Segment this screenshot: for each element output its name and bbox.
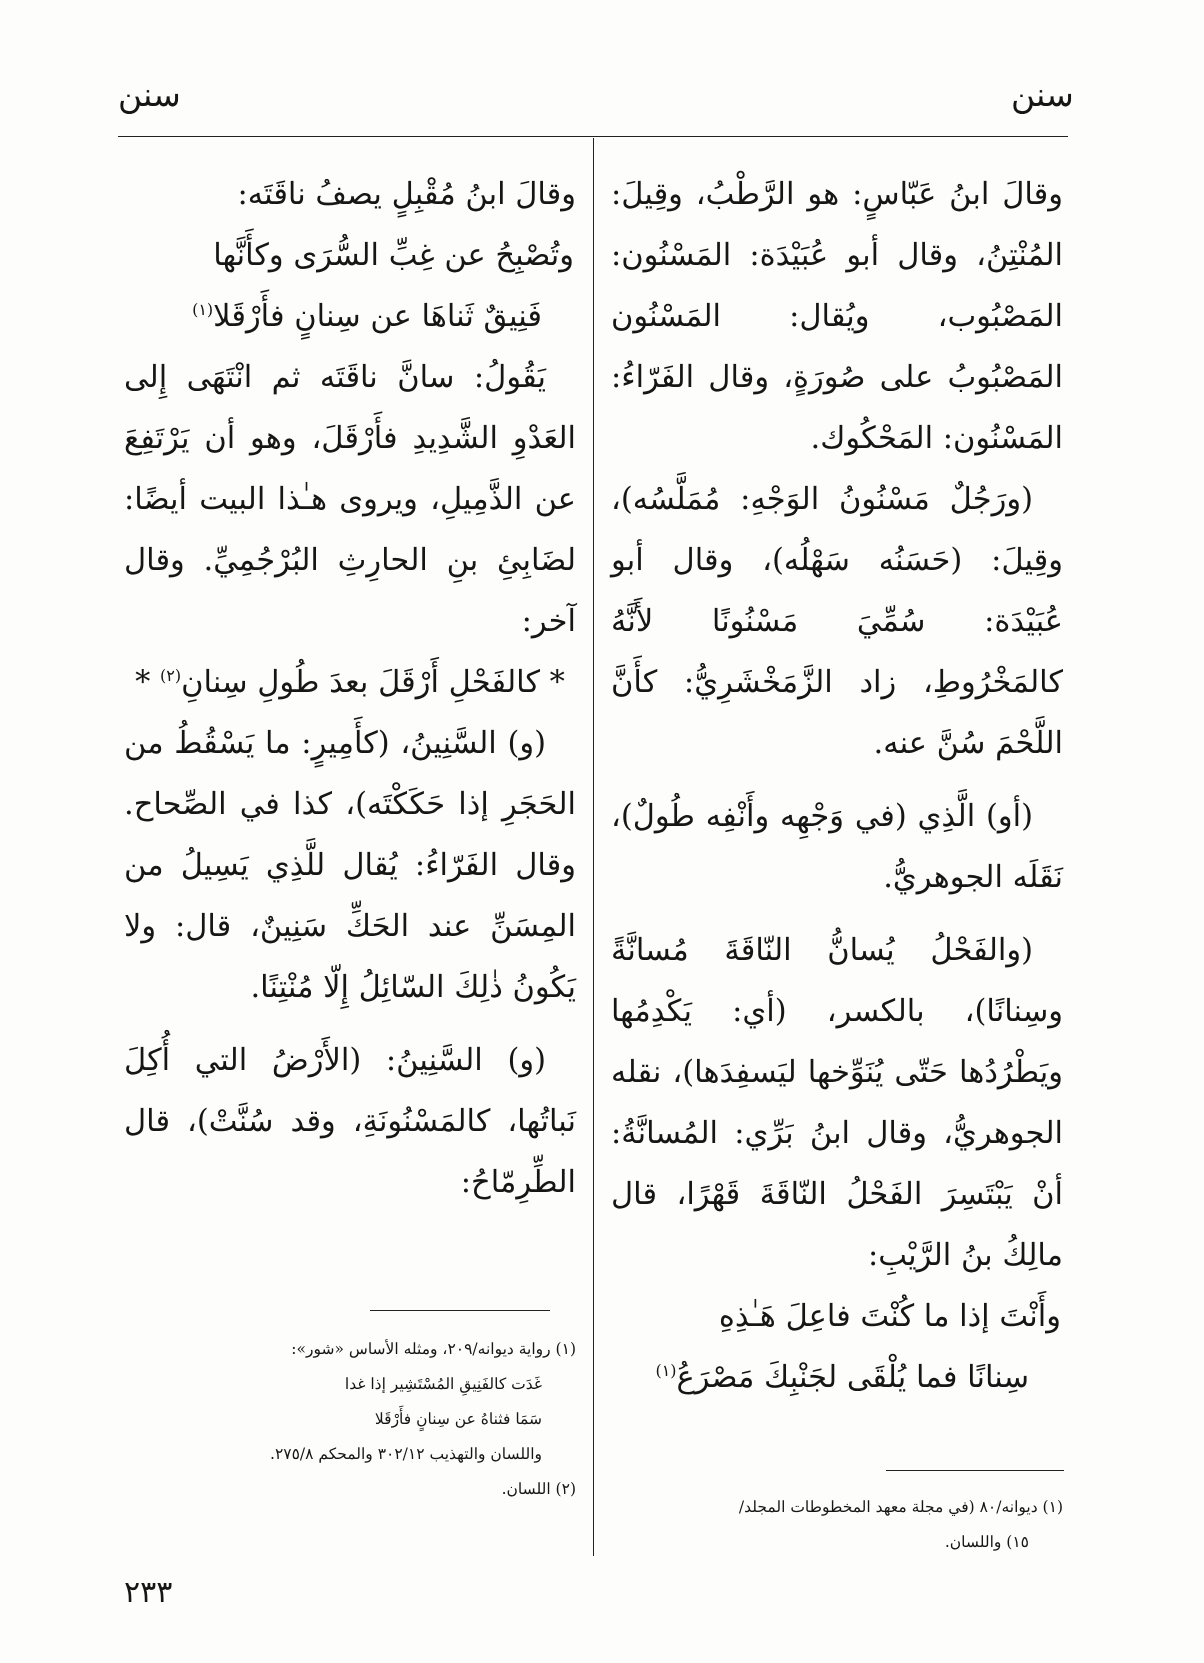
footnote-rule [370, 1310, 550, 1311]
paragraph: (أو) الَّذِي (في وَجْهِه وأَنْفِه طُولٌ)، نَقَلَه الجوهريُّ. [611, 799, 1063, 895]
verse-text: * كالفَحْلِ أَرْقَلَ بعدَ طُولِ سِنانِ [181, 665, 565, 700]
footnote-rule [886, 1470, 1064, 1471]
verse-first-hemistich: وأَنْتَ إذا ما كُنْتَ فاعِلَ هَـٰذِهِ [718, 1299, 1061, 1334]
verse-text: سِنانًا فما يُلْقَى لجَنْبِكَ مَصْرَعُ [676, 1360, 1029, 1395]
running-header-right: سنن [1011, 75, 1074, 114]
running-header-left: سنن [118, 75, 181, 114]
paragraph: وقالَ ابنُ مُقْبِلٍ يصفُ ناقَتَه: [237, 177, 576, 212]
verse-first-hemistich: وتُصْبِحُ عن غِبِّ السُّرَى وكأَنَّها [213, 238, 574, 273]
footnote-verse: غَدَت كالفَنِيقِ المُسْتَشِير إذا غدا [344, 1375, 542, 1393]
page-number: ٢٣٣ [124, 1575, 173, 1610]
column-divider [593, 138, 594, 1556]
right-column [611, 164, 1063, 1408]
footnote-line: (٢) اللسان. [501, 1480, 576, 1498]
paragraph: وقالَ ابنُ عَبّاسٍ: هو الرَّطْبُ، وقِيلَ: المُنْتِنُ، وقال أبو عُبَيْدَة: المَسْنُون: المَصْبُوب، ويُقال: المَسْنُون المَصْبُوبُ على صُورَةٍ، وقال الفَرّاءُ: المَسْنُون: المَحْكُوك. [611, 177, 1063, 456]
paragraph: (و) السَّنِينُ: (الأَرْضُ التي أُكِلَ نَباتُها، كالمَسْنُونَةِ، وقد سُنَّتْ)، قال الطِّرِمّاحُ: [124, 1043, 576, 1200]
footnote-line: ١٥) واللسان. [944, 1533, 1029, 1551]
footnote-line: واللسان والتهذيب ٣٠٢/١٢ والمحكم ٢٧٥/٨. [270, 1445, 542, 1463]
paragraph: يَقُولُ: سانَّ ناقَتَه ثم انْتَهَى إِلى العَدْوِ الشَّدِيدِ فأَرْقَلَ، وهو أن يَرْتَفِعَ عن الذَّمِيلِ، ويروى هـٰذا البيت أيضًا: لضَابِئِ بنِ الحارِثِ البُرْجُمِيِّ. وقال آخر: [124, 360, 576, 639]
footnote-line: (١) رواية ديوانه/٢٠٩، ومثله الأساس «شور»: [291, 1340, 576, 1358]
footnote-mark: (١) [655, 1360, 677, 1380]
footnote-verse: سَمَا فثناهُ عن سِنانٍ فأَرْقَلا [374, 1410, 542, 1428]
footnotes-left [124, 1332, 576, 1507]
verse-second-hemistich [124, 286, 576, 347]
footnote-mark: (١) [192, 299, 214, 319]
paragraph: (ورَجُلٌ مَسْنُونُ الوَجْهِ: مُمَلَّسُه)، وقِيلَ: (حَسَنُه سَهْلُه)، وقال أبو عُبَيْدَة: سُمِّيَ مَسْنُونًا لأَنَّهُ كالمَخْرُوطِ، زاد الزَّمَخْشَرِيُّ: كأَنَّ اللَّحْمَ سُنَّ عنه. [611, 482, 1063, 761]
header-rule [118, 136, 1068, 137]
footnote-mark: (٢) [160, 665, 182, 685]
left-column [124, 164, 576, 1213]
paragraph: (والفَحْلُ يُسانُّ النّاقَةَ مُسانَّةً وسِنانًا)، بالكسر، (أي: يَكْدِمُها ويَطْرُدُها حَتّى يُنَوِّخها ليَسفِدَها)، نقله الجوهريُّ، وقال ابنُ بَرِّي: المُسانَّةُ: أنْ يَبْتَسِرَ الفَحْلُ النّاقَةَ قَهْرًا، قال مالِكُ بنُ الرَّيْبِ: [611, 933, 1063, 1273]
verse-text: فَنِيقٌ ثَناهَا عن سِنانٍ فأَرْقَلا [213, 299, 542, 334]
verse-star: * [135, 665, 161, 700]
paragraph: (و) السَّنِينُ، (كأَمِيرٍ: ما يَسْقُطُ من الحَجَرِ إذا حَكَكْتَه)، كذا في الصِّحاح. وقال الفَرّاءُ: يُقال للَّذِي يَسِيلُ من المِسَنِّ عند الحَكِّ سَنِينٌ، قال: ولا يَكُونُ ذٰلِكَ السّائِلُ إِلّا مُنْتِنًا. [124, 726, 576, 1005]
verse-line [124, 652, 576, 713]
verse-second-hemistich [611, 1347, 1063, 1408]
footnotes-right [611, 1490, 1063, 1560]
footnote-line: (١) ديوانه/٨٠ (في مجلة معهد المخطوطات المجلد/ [738, 1498, 1063, 1516]
